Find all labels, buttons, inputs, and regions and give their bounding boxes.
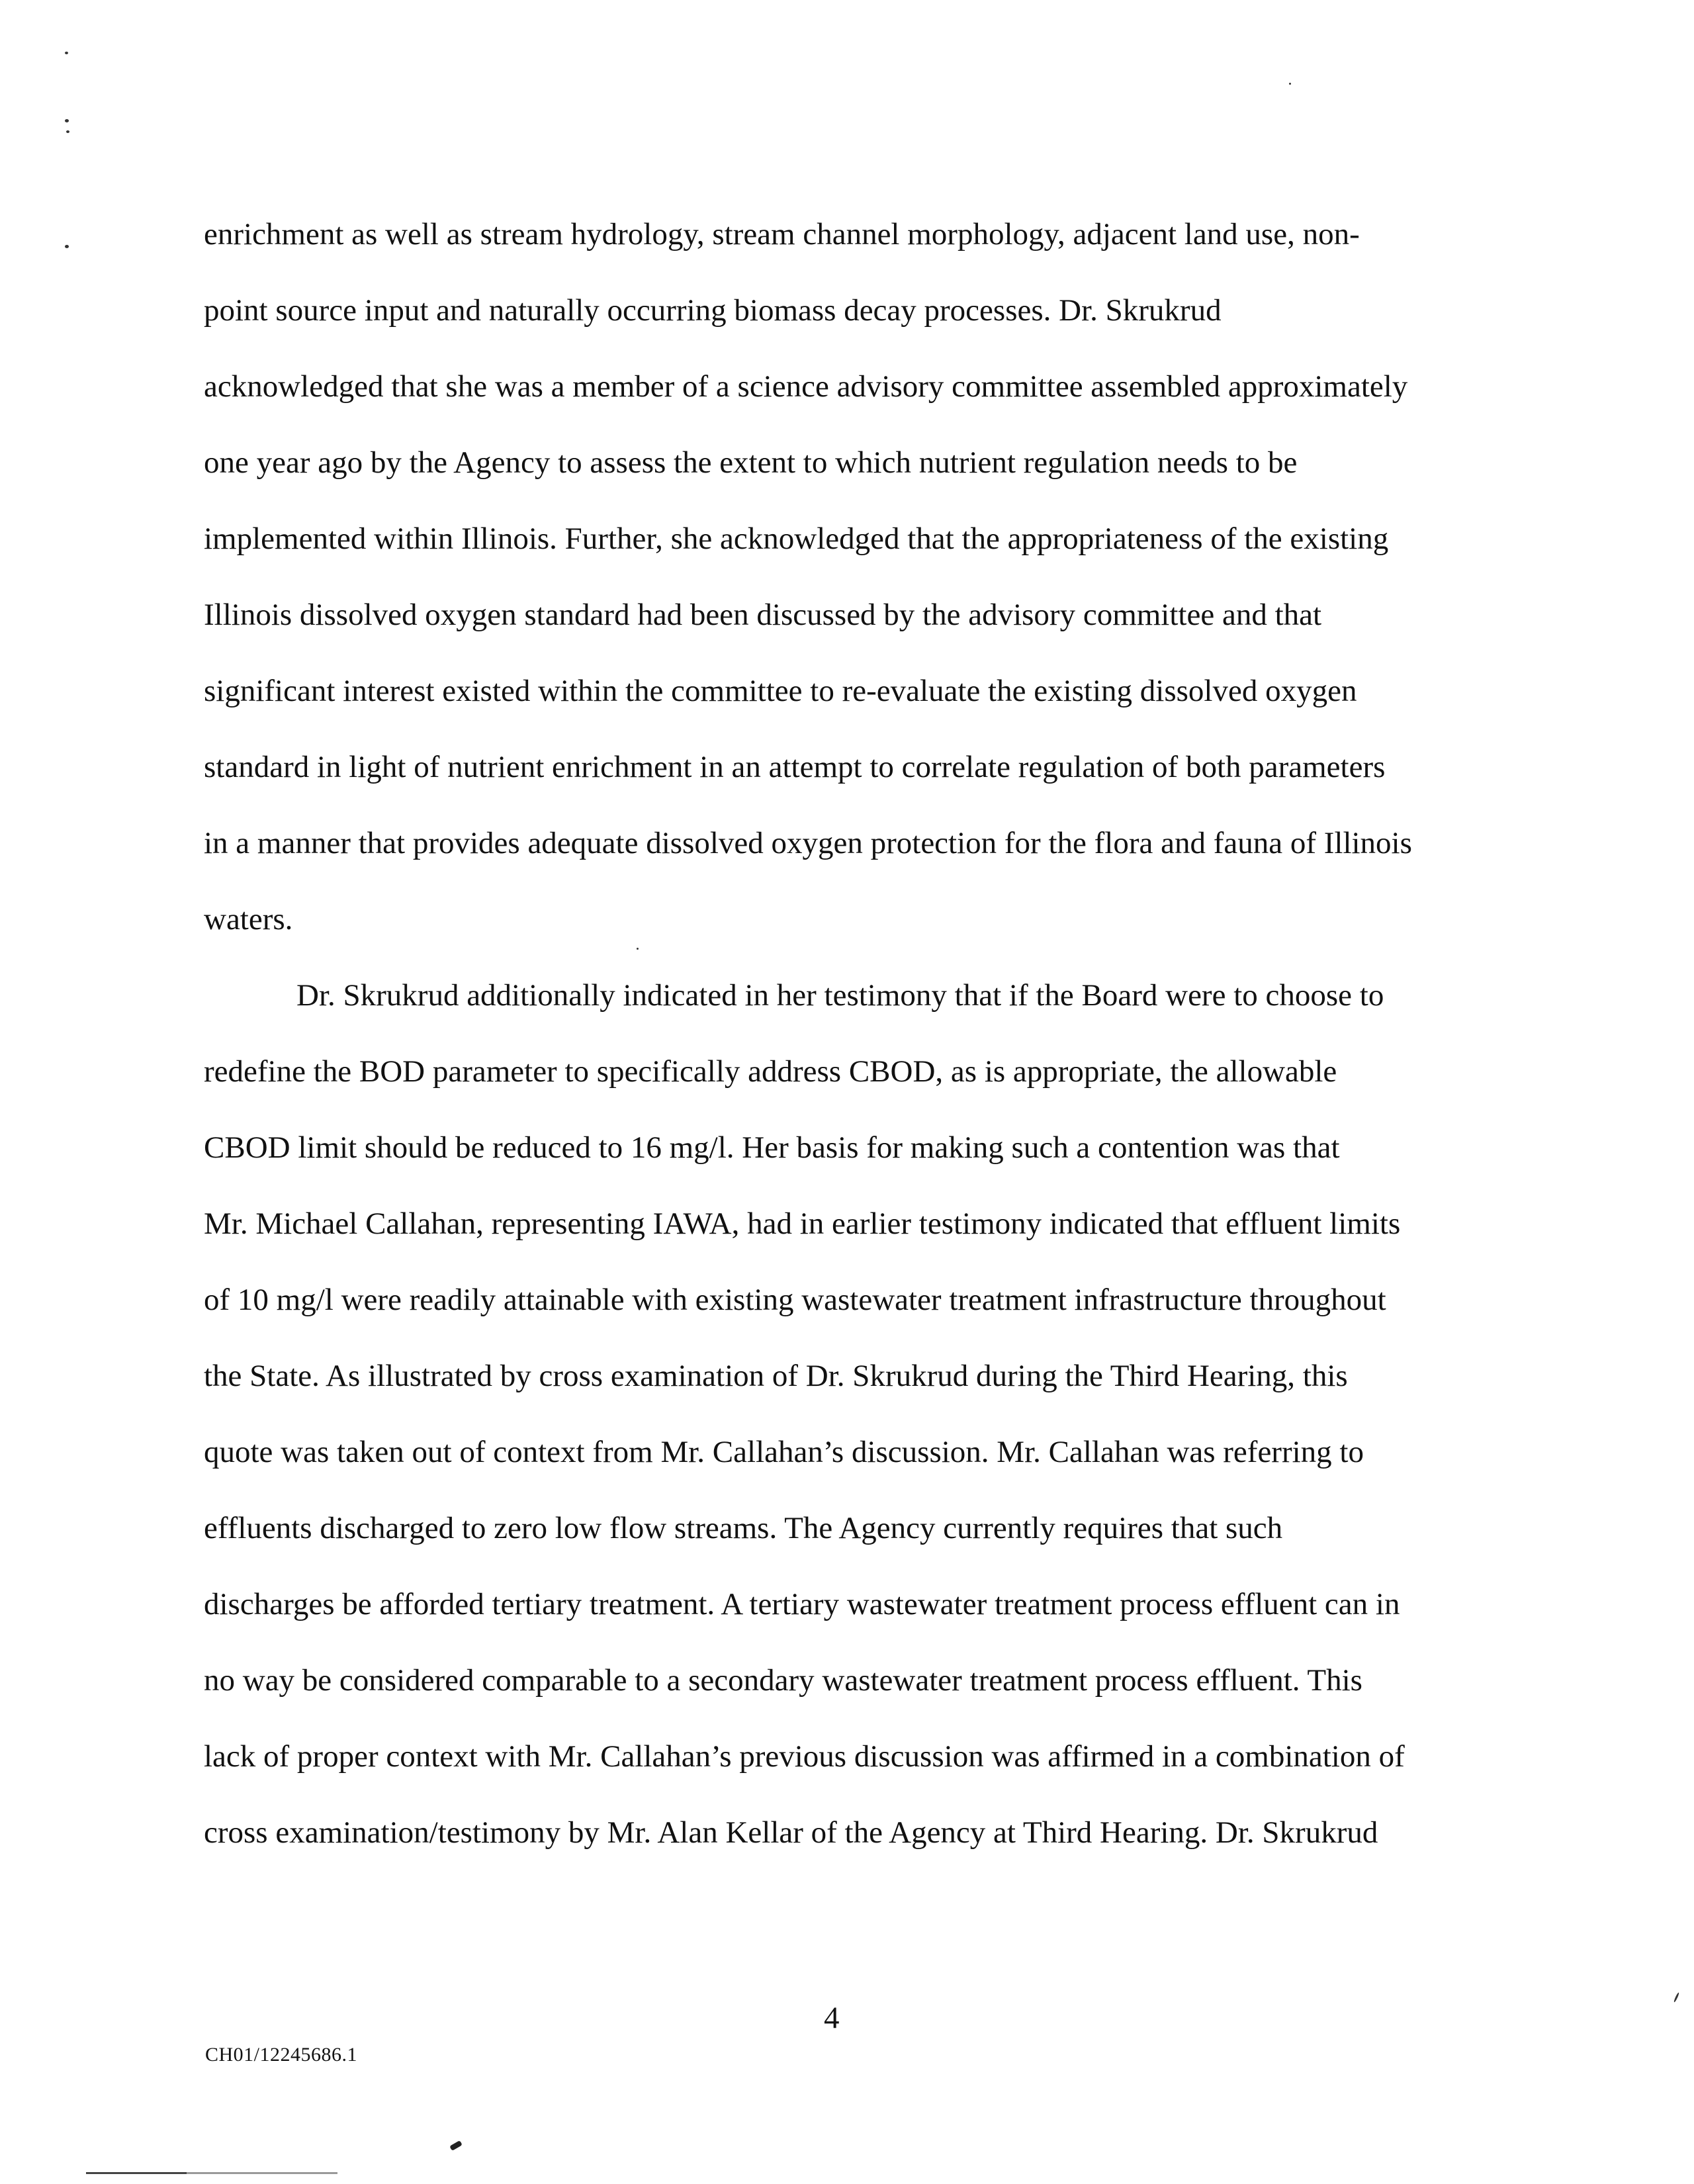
body-text-line: the State. As illustrated by cross examination of Dr. Skrukrud during the Third Hearing, this (204, 1359, 1348, 1393)
scan-speck (65, 52, 68, 54)
scan-speck (637, 948, 639, 950)
footer-rule (86, 2172, 337, 2174)
paragraph-first-line: Dr. Skrukrud additionally indicated in her testimony that if the Board were to choose to (296, 978, 1384, 1013)
body-text-line: effluents discharged to zero low flow streams. The Agency currently requires that such (204, 1511, 1283, 1545)
body-text-line: Illinois dissolved oxygen standard had been discussed by the advisory committee and that (204, 598, 1322, 632)
scan-speck (65, 119, 69, 122)
scan-speck (65, 245, 69, 248)
body-text-line: standard in light of nutrient enrichment in an attempt to correlate regulation of both parameters (204, 750, 1386, 784)
scan-mark (449, 2140, 463, 2151)
body-text-line: acknowledged that she was a member of a science advisory committee assembled approximately (204, 369, 1408, 404)
body-text-line: point source input and naturally occurring biomass decay processes. Dr. Skrukrud (204, 293, 1222, 328)
body-text-line: in a manner that provides adequate dissolved oxygen protection for the flora and fauna of Illinois (204, 826, 1412, 860)
body-text-line: waters. (204, 902, 293, 936)
body-text-line: cross examination/testimony by Mr. Alan Kellar of the Agency at Third Hearing. Dr. Skrukrud (204, 1815, 1378, 1850)
page-number: 4 (824, 2001, 840, 2035)
body-text-line: lack of proper context with Mr. Callahan’s previous discussion was affirmed in a combination of (204, 1739, 1405, 1774)
scan-speck (1673, 1992, 1679, 2003)
body-text-line: one year ago by the Agency to assess the extent to which nutrient regulation needs to be (204, 445, 1298, 480)
scan-speck (1289, 83, 1291, 85)
body-text-line: no way be considered comparable to a secondary wastewater treatment process effluent. This (204, 1663, 1362, 1698)
body-text-line: significant interest existed within the committee to re-evaluate the existing dissolved oxygen (204, 674, 1357, 708)
body-text-line: implemented within Illinois. Further, she acknowledged that the appropriateness of the existing (204, 522, 1389, 556)
body-text-line: of 10 mg/l were readily attainable with existing wastewater treatment infrastructure throughout (204, 1283, 1386, 1317)
scan-speck (66, 130, 69, 133)
body-text-line: redefine the BOD parameter to specifically address CBOD, as is appropriate, the allowable (204, 1054, 1337, 1089)
body-text-line: CBOD limit should be reduced to 16 mg/l. Her basis for making such a contention was that (204, 1130, 1340, 1165)
body-text-line: Mr. Michael Callahan, representing IAWA, had in earlier testimony indicated that effluent limits (204, 1206, 1401, 1241)
document-id: CH01/12245686.1 (205, 2044, 358, 2066)
body-text-line: enrichment as well as stream hydrology, stream channel morphology, adjacent land use, non- (204, 217, 1360, 251)
body-text-line: discharges be afforded tertiary treatment. A tertiary wastewater treatment process effluent can in (204, 1587, 1400, 1621)
body-text-line: quote was taken out of context from Mr. Callahan’s discussion. Mr. Callahan was referring to (204, 1435, 1364, 1469)
